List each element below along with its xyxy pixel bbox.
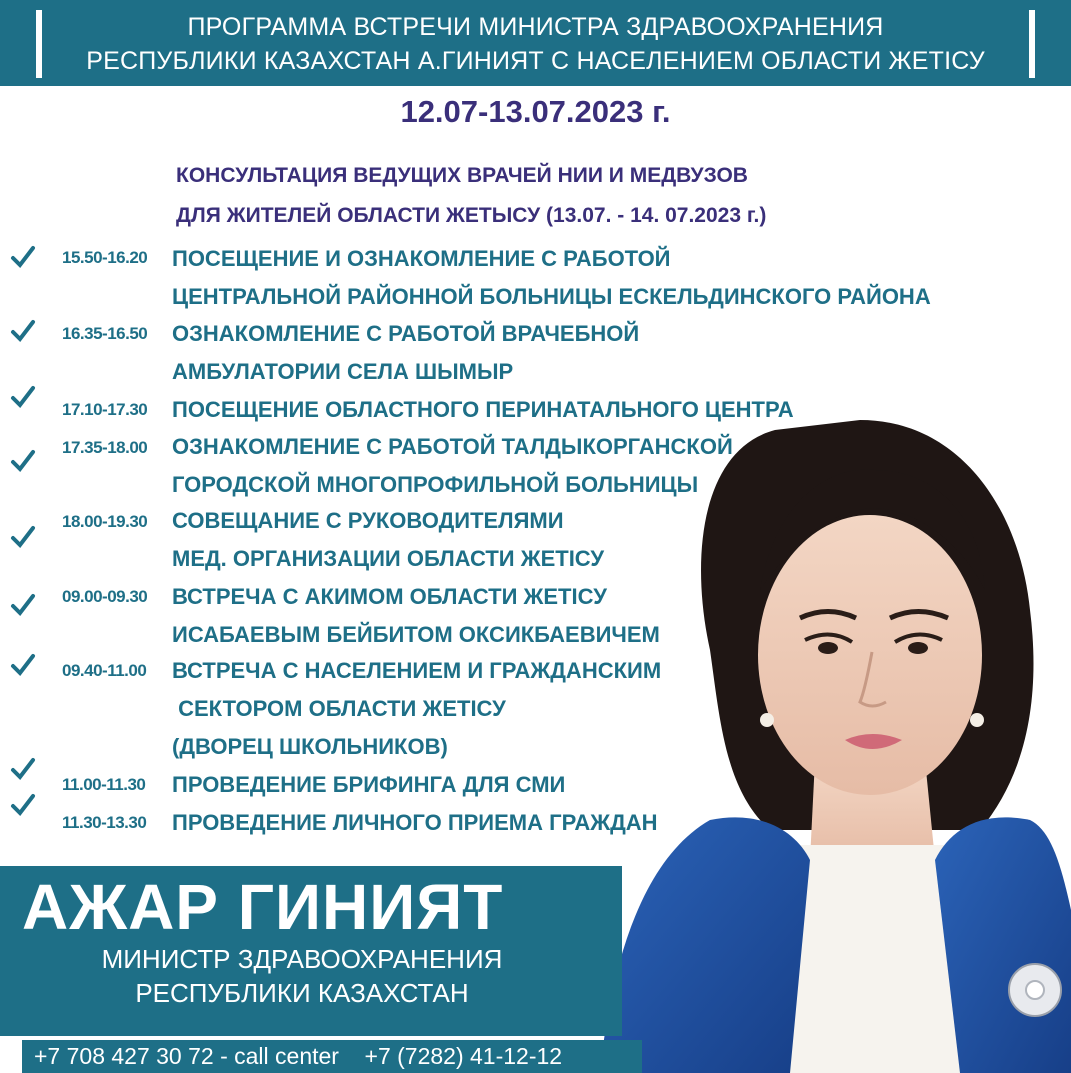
schedule-line: ПОСЕЩЕНИЕ ОБЛАСТНОГО ПЕРИНАТАЛЬНОГО ЦЕНТРА <box>172 397 794 422</box>
schedule-line: (ДВОРЕЦ ШКОЛЬНИКОВ) <box>172 734 448 759</box>
schedule-line: ВСТРЕЧА С АКИМОМ ОБЛАСТИ ЖЕТІСУ <box>172 584 607 609</box>
schedule-time: 09.40-11.00 <box>62 661 147 680</box>
schedule-time: 18.00-19.30 <box>62 512 148 531</box>
schedule-text <box>172 428 733 504</box>
consultation-line1: КОНСУЛЬТАЦИЯ ВЕДУЩИХ ВРАЧЕЙ НИИ И МЕДВУЗОВ <box>176 164 748 187</box>
schedule-line: ПОСЕЩЕНИЕ И ОЗНАКОМЛЕНИЕ С РАБОТОЙ <box>172 246 671 271</box>
schedule-line: СОВЕЩАНИЕ С РУКОВОДИТЕЛЯМИ <box>172 508 564 533</box>
schedule-text <box>172 578 660 654</box>
schedule-line: ПРОВЕДЕНИЕ БРИФИНГА ДЛЯ СМИ <box>172 772 566 797</box>
check-icon <box>10 384 36 410</box>
check-icon <box>10 448 36 474</box>
schedule-text <box>172 391 794 429</box>
schedule-time: 15.50-16.20 <box>62 248 148 267</box>
schedule-line: ПРОВЕДЕНИЕ ЛИЧНОГО ПРИЕМА ГРАЖДАН <box>172 810 658 835</box>
check-icon <box>10 244 36 270</box>
program-title-line1: ПРОГРАММА ВСТРЕЧИ МИНИСТРА ЗДРАВООХРАНЕНИЯ <box>187 13 884 41</box>
schedule-time: 11.00-11.30 <box>62 775 146 794</box>
schedule-line: ЦЕНТРАЛЬНОЙ РАЙОННОЙ БОЛЬНИЦЫ ЕСКЕЛЬДИНСКОГО РАЙОНА <box>172 284 931 309</box>
schedule-line: ОЗНАКОМЛЕНИЕ С РАБОТОЙ ТАЛДЫКОРГАНСКОЙ <box>172 434 733 459</box>
check-icon <box>10 592 36 618</box>
schedule-line: СЕКТОРОМ ОБЛАСТИ ЖЕТІСУ <box>172 696 506 721</box>
schedule-line: ВСТРЕЧА С НАСЕЛЕНИЕМ И ГРАЖДАНСКИМ <box>172 658 662 683</box>
schedule-line: ИСАБАЕВЫМ БЕЙБИТОМ ОКСИКБАЕВИЧЕМ <box>172 622 660 647</box>
schedule-time: 11.30-13.30 <box>62 813 147 832</box>
program-title-line2: РЕСПУБЛИКИ КАЗАХСТАН А.ГИНИЯТ С НАСЕЛЕНИЕМ ОБЛАСТИ ЖЕТІСУ <box>86 47 985 75</box>
program-dates: 12.07-13.07.2023 г. <box>400 94 671 129</box>
schedule-text <box>172 502 604 578</box>
person-role <box>62 942 542 1010</box>
schedule-text <box>172 240 931 316</box>
schedule-text <box>172 804 658 842</box>
check-icon <box>10 792 36 818</box>
schedule-line: ОЗНАКОМЛЕНИЕ С РАБОТОЙ ВРАЧЕБНОЙ <box>172 321 640 346</box>
check-icon <box>10 756 36 782</box>
check-icon <box>10 652 36 678</box>
schedule-line: МЕД. ОРГАНИЗАЦИИ ОБЛАСТИ ЖЕТІСУ <box>172 546 605 571</box>
schedule-time: 09.00-09.30 <box>62 587 148 606</box>
schedule-time: 16.35-16.50 <box>62 324 148 343</box>
person-role-line1: МИНИСТР ЗДРАВООХРАНЕНИЯ <box>101 944 503 974</box>
schedule-line: ГОРОДСКОЙ МНОГОПРОФИЛЬНОЙ БОЛЬНИЦЫ <box>172 472 699 497</box>
schedule-text <box>172 652 661 766</box>
contact-phones: +7 708 427 30 72 - call center +7 (7282) 41-12-12 <box>34 1043 563 1069</box>
check-icon <box>10 524 36 550</box>
person-role-line2: РЕСПУБЛИКИ КАЗАХСТАН <box>135 978 469 1008</box>
schedule-text <box>172 766 565 804</box>
schedule-time: 17.10-17.30 <box>62 400 148 419</box>
schedule-line: АМБУЛАТОРИИ СЕЛА ШЫМЫР <box>172 359 514 384</box>
check-icon <box>10 318 36 344</box>
person-name: АЖАР ГИНИЯТ <box>22 871 504 943</box>
schedule-time: 17.35-18.00 <box>62 438 148 457</box>
consultation-line2: ДЛЯ ЖИТЕЛЕЙ ОБЛАСТИ ЖЕТЫСУ (13.07. - 14. 07.2023 г.) <box>176 204 767 227</box>
schedule-text <box>172 315 639 391</box>
